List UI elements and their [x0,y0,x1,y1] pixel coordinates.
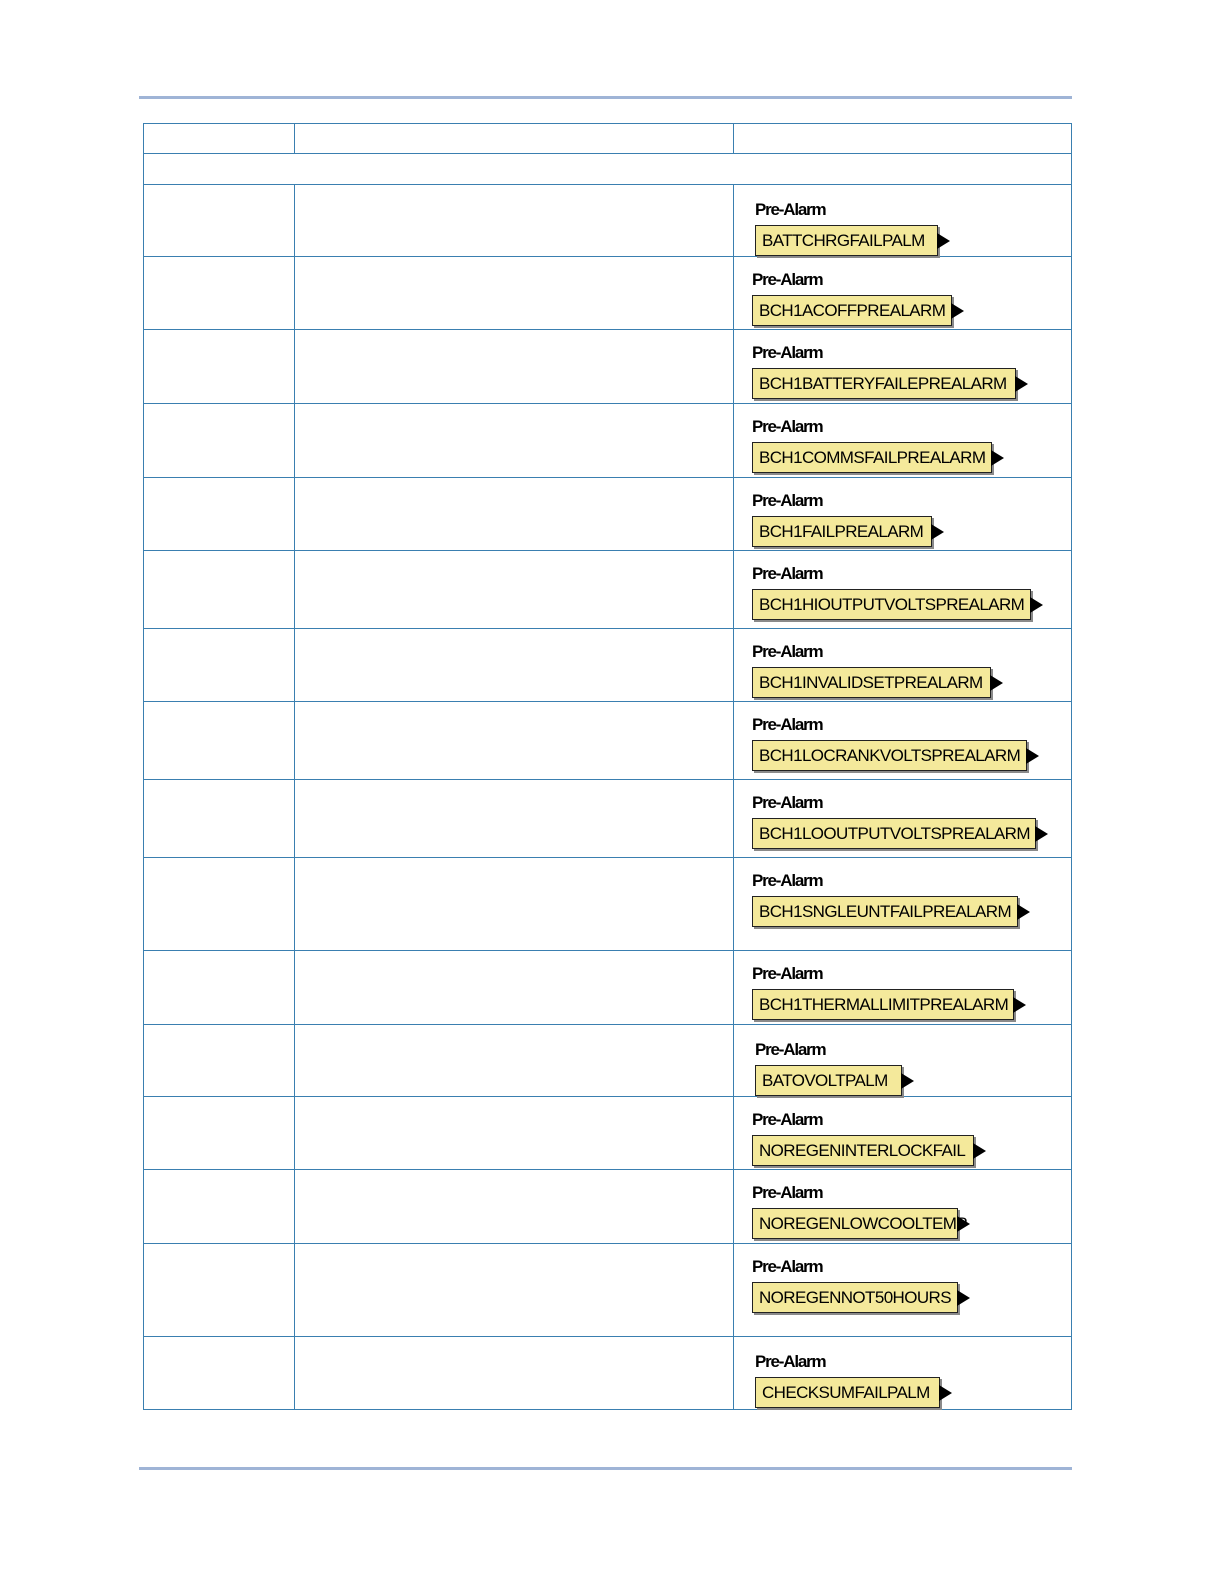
pre-alarm-block [752,715,1071,792]
signal-name-box: NOREGENNOT50HOURS [752,1282,958,1313]
name-cell [144,478,295,551]
name-cell [144,257,295,330]
name-cell [144,185,295,257]
pre-alarm-block [752,1110,1071,1182]
pre-alarm-label: Pre-Alarm [752,871,823,890]
output-arrow-icon [957,1216,970,1232]
signal-name-box: BCH1THERMALLIMITPREALARM [752,989,1014,1020]
output-arrow-icon [931,524,944,540]
signal-name-box: BCH1BATTERYFAILEPREALARM [752,368,1016,399]
name-cell [144,629,295,702]
pre-alarm-block [752,1257,1071,1349]
footer-rule [139,1467,1072,1470]
signal-name-box: BCH1INVALIDSETPREALARM [752,667,991,698]
description-cell [295,629,734,702]
description-cell [295,478,734,551]
logic-block-cell [734,858,1072,951]
logic-block-cell [734,1244,1072,1337]
output-arrow-icon [937,233,950,249]
pre-alarm-label: Pre-Alarm [752,343,823,362]
signal-name-box: CHECKSUMFAILPALM [755,1377,940,1408]
table-row [144,858,1072,951]
pre-alarm-label: Pre-Alarm [755,1352,826,1371]
output-arrow-icon [951,303,964,319]
pre-alarm-label: Pre-Alarm [752,1257,823,1276]
output-arrow-icon [957,1290,970,1306]
description-cell [295,404,734,478]
table-row [144,1244,1072,1337]
description-cell [295,951,734,1025]
name-cell [144,1337,295,1410]
output-arrow-icon [1013,997,1026,1013]
pre-alarm-label: Pre-Alarm [755,1040,826,1059]
header-rule [139,96,1072,99]
description-cell [295,1025,734,1097]
pre-alarm-block [755,200,1071,271]
pre-alarm-label: Pre-Alarm [752,1110,823,1129]
pre-alarm-label: Pre-Alarm [752,642,823,661]
signal-name-box: NOREGENLOWCOOLTEMP [752,1208,958,1239]
pre-alarm-label: Pre-Alarm [752,491,823,510]
pre-alarm-block [752,417,1071,490]
description-cell [295,330,734,404]
pre-alarm-label: Pre-Alarm [752,564,823,583]
name-cell [144,1244,295,1337]
pre-alarm-block [752,491,1071,563]
signal-name-box: BCH1LOOUTPUTVOLTSPREALARM [752,818,1036,849]
pre-alarm-block [752,642,1071,714]
name-cell [144,404,295,478]
pre-alarm-block [752,343,1071,416]
description-cell [295,257,734,330]
description-cell [295,551,734,629]
description-cell [295,702,734,780]
header-cell-description [295,124,734,154]
pre-alarm-block [752,871,1071,963]
output-arrow-icon [1035,826,1048,842]
description-cell [295,1170,734,1244]
output-arrow-icon [1015,376,1028,392]
pre-alarm-label: Pre-Alarm [752,793,823,812]
name-cell [144,702,295,780]
pre-alarm-block [752,964,1071,1037]
table-header-row [144,124,1072,154]
description-cell [295,1337,734,1410]
name-cell [144,780,295,858]
output-arrow-icon [990,675,1003,691]
signal-name-box: BATOVOLTPALM [755,1065,902,1096]
section-cell [144,154,1072,185]
name-cell [144,1025,295,1097]
signal-name-box: BCH1LOCRANKVOLTSPREALARM [752,740,1027,771]
signal-name-box: NOREGENINTERLOCKFAIL [752,1135,974,1166]
description-cell [295,185,734,257]
description-cell [295,858,734,951]
name-cell [144,551,295,629]
description-cell [295,1097,734,1170]
name-cell [144,330,295,404]
pre-alarm-block [755,1040,1071,1111]
output-arrow-icon [1017,904,1030,920]
signal-name-box: BCH1FAILPREALARM [752,516,932,547]
name-cell [144,1097,295,1170]
pre-alarm-block [755,1352,1071,1424]
pre-alarm-label: Pre-Alarm [752,964,823,983]
name-cell [144,1170,295,1244]
output-arrow-icon [939,1385,952,1401]
table-row [144,185,1072,257]
output-arrow-icon [991,450,1004,466]
header-cell-logic [734,124,1072,154]
section-row [144,154,1072,185]
output-arrow-icon [901,1073,914,1089]
pre-alarm-label: Pre-Alarm [752,1183,823,1202]
alarm-table [143,123,1072,1410]
pre-alarm-label: Pre-Alarm [755,200,826,219]
signal-name-box: BCH1COMMSFAILPREALARM [752,442,992,473]
output-arrow-icon [1026,748,1039,764]
pre-alarm-label: Pre-Alarm [752,715,823,734]
description-cell [295,780,734,858]
signal-name-box: BCH1SNGLEUNTFAILPREALARM [752,896,1018,927]
description-cell [295,1244,734,1337]
signal-name-box: BATTCHRGFAILPALM [755,225,938,256]
signal-name-box: BCH1ACOFFPREALARM [752,295,952,326]
output-arrow-icon [1030,597,1043,613]
pre-alarm-block [752,793,1071,870]
logic-block-cell [734,185,1072,257]
pre-alarm-block [752,1183,1071,1256]
pre-alarm-label: Pre-Alarm [752,417,823,436]
pre-alarm-label: Pre-Alarm [752,270,823,289]
pre-alarm-block [752,270,1071,342]
header-cell-name [144,124,295,154]
output-arrow-icon [973,1143,986,1159]
pre-alarm-block [752,564,1071,641]
name-cell [144,951,295,1025]
signal-name-box: BCH1HIOUTPUTVOLTSPREALARM [752,589,1031,620]
name-cell [144,858,295,951]
